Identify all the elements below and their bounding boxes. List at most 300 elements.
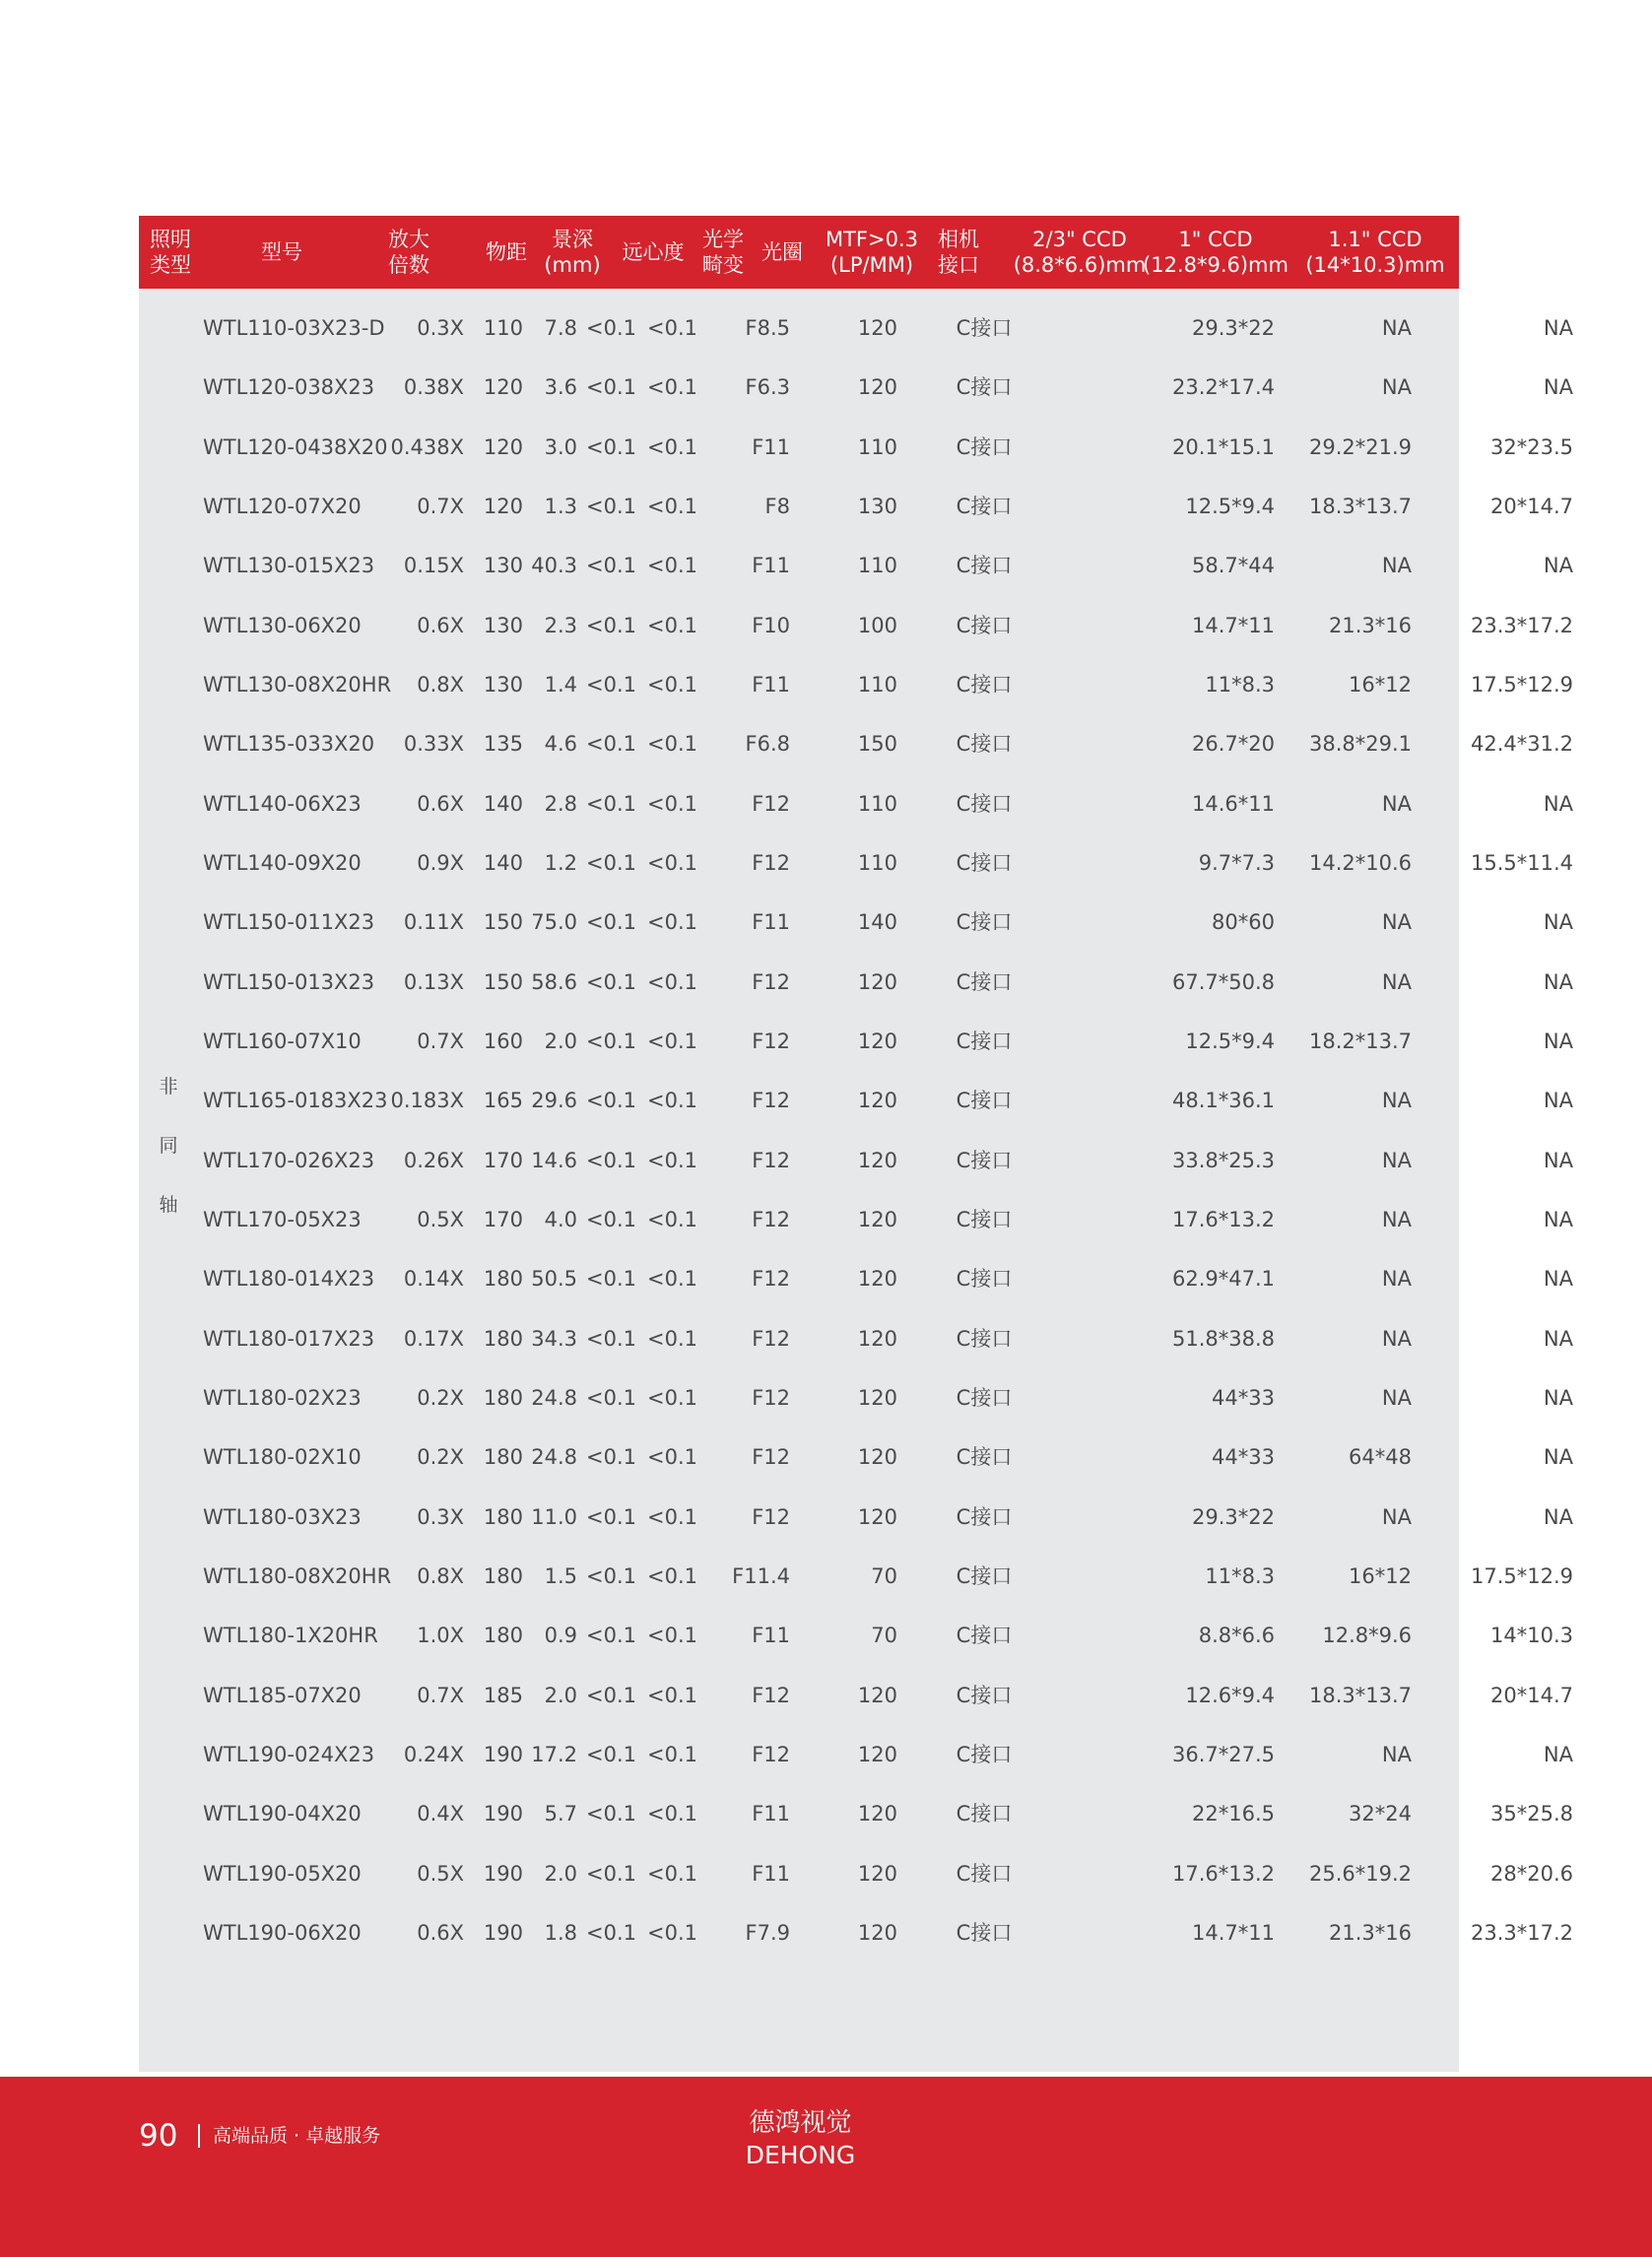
- cell-ccd-2-3: 44*33: [1212, 1385, 1275, 1410]
- header-label: 光圈: [761, 240, 803, 264]
- cell-camera-mount: C接口: [956, 1802, 1013, 1826]
- table-row: [139, 1190, 1573, 1249]
- cell-camera-mount: C接口: [956, 1624, 1013, 1648]
- cell-ccd-2-3: 11*8.3: [1205, 1563, 1275, 1588]
- cell-ccd-2-3: 26.7*20: [1192, 732, 1275, 757]
- header-label: 1.1" CCD: [1328, 228, 1422, 251]
- cell-mtf: 120: [857, 1326, 897, 1351]
- spec-table: [139, 216, 1573, 2072]
- cell-camera-mount: C接口: [956, 1326, 1013, 1351]
- cell-distortion: <0.1: [647, 851, 697, 875]
- lighting-type-char: 非: [159, 1076, 178, 1097]
- cell-mtf: 120: [857, 1445, 897, 1470]
- cell-mtf: 130: [857, 495, 897, 518]
- header-label: 类型: [150, 253, 191, 277]
- cell-telecentricity: <0.1: [586, 1148, 636, 1172]
- header-label: 型号: [261, 240, 302, 264]
- header-cell: [695, 216, 751, 289]
- cell-working-distance: 135: [483, 732, 523, 757]
- cell-telecentricity: <0.1: [586, 1207, 636, 1231]
- cell-camera-mount: C接口: [956, 791, 1013, 816]
- cell-ccd-1: NA: [1381, 1148, 1412, 1172]
- cell-distortion: <0.1: [647, 434, 697, 459]
- cell-ccd-1: 14.2*10.6: [1308, 851, 1412, 875]
- cell-depth-of-field: 24.8: [531, 1385, 577, 1410]
- table-row: [139, 536, 1573, 595]
- cell-telecentricity: <0.1: [586, 1089, 636, 1113]
- cell-aperture: F11: [752, 1624, 790, 1648]
- cell-camera-mount: C接口: [956, 375, 1013, 400]
- cell-ccd-1: NA: [1381, 1267, 1412, 1292]
- header-cell: [477, 216, 536, 289]
- cell-magnification: 0.7X: [417, 1029, 464, 1053]
- cell-depth-of-field: 34.3: [531, 1326, 577, 1351]
- cell-ccd-1-1: NA: [1543, 1742, 1573, 1766]
- header-cell: [612, 216, 694, 289]
- cell-model: WTL190-024X23: [203, 1742, 375, 1766]
- cell-camera-mount: C接口: [956, 1563, 1013, 1588]
- lighting-type-char: 轴: [159, 1194, 178, 1216]
- cell-mtf: 110: [857, 851, 897, 875]
- cell-magnification: 0.2X: [417, 1385, 464, 1410]
- cell-distortion: <0.1: [647, 1920, 697, 1945]
- table-row: [139, 1844, 1573, 1903]
- cell-aperture: F12: [752, 1089, 790, 1113]
- cell-telecentricity: <0.1: [586, 1742, 636, 1766]
- cell-magnification: 0.7X: [417, 495, 464, 518]
- cell-ccd-1-1: NA: [1543, 375, 1573, 400]
- cell-distortion: <0.1: [647, 495, 697, 518]
- page-number: 90: [139, 2118, 178, 2154]
- cell-camera-mount: C接口: [956, 554, 1013, 578]
- table-row: [139, 358, 1573, 417]
- cell-ccd-1: 12.8*9.6: [1322, 1624, 1412, 1648]
- cell-mtf: 120: [857, 1504, 897, 1529]
- table-body: [139, 289, 1573, 2072]
- cell-aperture: F12: [752, 1445, 790, 1470]
- cell-aperture: F12: [752, 969, 790, 994]
- cell-telecentricity: <0.1: [586, 969, 636, 994]
- cell-mtf: 120: [857, 1683, 897, 1707]
- cell-mtf: 120: [857, 1148, 897, 1172]
- cell-ccd-1-1: NA: [1543, 1207, 1573, 1231]
- header-label: (LP/MM): [829, 253, 914, 277]
- cell-working-distance: 185: [483, 1683, 523, 1707]
- cell-ccd-2-3: 36.7*27.5: [1171, 1742, 1275, 1766]
- header-label: 景深: [552, 228, 593, 251]
- cell-aperture: F11: [752, 673, 790, 697]
- table-row: [139, 1725, 1573, 1784]
- cell-ccd-2-3: 17.6*13.2: [1171, 1207, 1275, 1231]
- cell-depth-of-field: 75.0: [531, 910, 577, 935]
- table-row: [139, 1249, 1573, 1308]
- cell-ccd-2-3: 33.8*25.3: [1171, 1148, 1275, 1172]
- cell-telecentricity: <0.1: [586, 1683, 636, 1707]
- cell-working-distance: 180: [483, 1267, 523, 1292]
- cell-ccd-1-1: NA: [1543, 791, 1573, 816]
- header-label: 倍数: [388, 253, 430, 277]
- cell-ccd-1-1: 42.4*31.2: [1470, 732, 1573, 757]
- cell-aperture: F12: [752, 1385, 790, 1410]
- cell-working-distance: 140: [483, 791, 523, 816]
- cell-mtf: 150: [857, 732, 897, 757]
- cell-magnification: 0.17X: [403, 1326, 464, 1351]
- cell-aperture: F12: [752, 1742, 790, 1766]
- cell-ccd-2-3: 14.7*11: [1192, 613, 1275, 637]
- cell-aperture: F11: [752, 910, 790, 935]
- cell-mtf: 120: [857, 1267, 897, 1292]
- cell-ccd-1-1: 20*14.7: [1490, 495, 1573, 518]
- cell-model: WTL180-02X23: [203, 1385, 362, 1410]
- cell-ccd-1: 64*48: [1349, 1445, 1412, 1470]
- cell-working-distance: 150: [483, 910, 523, 935]
- header-cell: [1144, 216, 1288, 289]
- cell-aperture: F10: [752, 613, 790, 637]
- cell-magnification: 0.15X: [403, 554, 464, 578]
- cell-magnification: 1.0X: [417, 1624, 464, 1648]
- cell-model: WTL140-06X23: [203, 791, 362, 816]
- cell-camera-mount: C接口: [956, 434, 1013, 459]
- cell-camera-mount: C接口: [956, 1207, 1013, 1231]
- header-label: (12.8*9.6)mm: [1143, 253, 1289, 277]
- cell-camera-mount: C接口: [956, 1385, 1013, 1410]
- cell-model: WTL170-05X23: [203, 1207, 362, 1231]
- table-header: [139, 216, 1459, 289]
- cell-ccd-1: 38.8*29.1: [1308, 732, 1412, 757]
- table-row: [139, 1427, 1573, 1487]
- cell-camera-mount: C接口: [956, 316, 1013, 340]
- header-label: (mm): [544, 253, 601, 277]
- cell-distortion: <0.1: [647, 613, 697, 637]
- cell-magnification: 0.7X: [417, 1683, 464, 1707]
- table-row: [139, 774, 1573, 833]
- cell-model: WTL150-011X23: [203, 910, 375, 935]
- cell-working-distance: 110: [483, 316, 523, 340]
- cell-aperture: F8: [764, 495, 790, 518]
- cell-ccd-1: NA: [1381, 1089, 1412, 1113]
- cell-ccd-1: 18.3*13.7: [1308, 1683, 1412, 1707]
- cell-model: WTL190-04X20: [203, 1802, 362, 1826]
- cell-ccd-1: 32*24: [1349, 1802, 1412, 1826]
- cell-model: WTL180-03X23: [203, 1504, 362, 1529]
- cell-depth-of-field: 24.8: [531, 1445, 577, 1470]
- header-cell: [1001, 216, 1158, 289]
- cell-ccd-1: NA: [1381, 1742, 1412, 1766]
- header-label: 远心度: [622, 240, 685, 264]
- cell-model: WTL130-015X23: [203, 554, 375, 578]
- cell-ccd-2-3: 14.6*11: [1192, 791, 1275, 816]
- table-row: [139, 1606, 1573, 1665]
- cell-ccd-2-3: 11*8.3: [1205, 673, 1275, 697]
- cell-camera-mount: C接口: [956, 910, 1013, 935]
- cell-ccd-2-3: 17.6*13.2: [1171, 1861, 1275, 1886]
- cell-camera-mount: C接口: [956, 851, 1013, 875]
- cell-magnification: 0.13X: [403, 969, 464, 994]
- cell-ccd-1-1: NA: [1543, 554, 1573, 578]
- cell-ccd-1: NA: [1381, 375, 1412, 400]
- cell-ccd-1-1: NA: [1543, 1148, 1573, 1172]
- header-label: 2/3" CCD: [1032, 228, 1127, 251]
- cell-working-distance: 170: [483, 1207, 523, 1231]
- cell-working-distance: 180: [483, 1504, 523, 1529]
- cell-aperture: F11.4: [732, 1563, 790, 1588]
- cell-working-distance: 165: [483, 1089, 523, 1113]
- cell-aperture: F7.9: [745, 1920, 790, 1945]
- header-label: (14*10.3)mm: [1305, 253, 1445, 277]
- cell-distortion: <0.1: [647, 1802, 697, 1826]
- cell-magnification: 0.3X: [417, 1504, 464, 1529]
- cell-magnification: 0.38X: [403, 375, 464, 400]
- cell-telecentricity: <0.1: [586, 1267, 636, 1292]
- table-row: [139, 477, 1573, 536]
- cell-telecentricity: <0.1: [586, 1563, 636, 1588]
- cell-ccd-1-1: NA: [1543, 1445, 1573, 1470]
- cell-distortion: <0.1: [647, 969, 697, 994]
- cell-depth-of-field: 4.6: [544, 732, 577, 757]
- header-cell: [819, 216, 925, 289]
- cell-ccd-2-3: 20.1*15.1: [1171, 434, 1275, 459]
- cell-working-distance: 180: [483, 1385, 523, 1410]
- header-cell: [930, 216, 987, 289]
- cell-ccd-2-3: 29.3*22: [1192, 316, 1275, 340]
- cell-ccd-1: 21.3*16: [1329, 1920, 1412, 1945]
- cell-ccd-2-3: 62.9*47.1: [1171, 1267, 1275, 1292]
- cell-distortion: <0.1: [647, 1267, 697, 1292]
- cell-telecentricity: <0.1: [586, 1504, 636, 1529]
- header-label: 照明: [150, 228, 191, 251]
- header-label: 接口: [938, 253, 979, 277]
- cell-distortion: <0.1: [647, 1029, 697, 1053]
- cell-ccd-1-1: 23.3*17.2: [1470, 1920, 1573, 1945]
- cell-distortion: <0.1: [647, 1089, 697, 1113]
- cell-ccd-1-1: 35*25.8: [1490, 1802, 1573, 1826]
- cell-aperture: F6.3: [745, 375, 790, 400]
- cell-distortion: <0.1: [647, 1861, 697, 1886]
- cell-ccd-2-3: 9.7*7.3: [1198, 851, 1275, 875]
- cell-telecentricity: <0.1: [586, 1802, 636, 1826]
- table-row: [139, 1784, 1573, 1843]
- cell-model: WTL180-08X20HR: [203, 1563, 392, 1588]
- table-row: [139, 953, 1573, 1012]
- cell-distortion: <0.1: [647, 1326, 697, 1351]
- cell-camera-mount: C接口: [956, 1089, 1013, 1113]
- cell-aperture: F12: [752, 1504, 790, 1529]
- cell-aperture: F12: [752, 1029, 790, 1053]
- cell-ccd-1: 16*12: [1349, 1563, 1412, 1588]
- cell-ccd-1-1: NA: [1543, 1385, 1573, 1410]
- cell-aperture: F11: [752, 554, 790, 578]
- cell-depth-of-field: 1.5: [544, 1563, 577, 1588]
- cell-ccd-1: NA: [1381, 1326, 1412, 1351]
- cell-telecentricity: <0.1: [586, 732, 636, 757]
- cell-depth-of-field: 3.0: [544, 434, 577, 459]
- cell-magnification: 0.6X: [417, 1920, 464, 1945]
- table-row: [139, 1488, 1573, 1547]
- cell-ccd-2-3: 8.8*6.6: [1198, 1624, 1275, 1648]
- cell-ccd-1: NA: [1381, 554, 1412, 578]
- cell-depth-of-field: 1.4: [544, 673, 577, 697]
- cell-magnification: 0.8X: [417, 673, 464, 697]
- cell-aperture: F12: [752, 1683, 790, 1707]
- cell-telecentricity: <0.1: [586, 1326, 636, 1351]
- cell-aperture: F12: [752, 1148, 790, 1172]
- cell-working-distance: 130: [483, 673, 523, 697]
- cell-ccd-1-1: NA: [1543, 1267, 1573, 1292]
- cell-ccd-1: 29.2*21.9: [1308, 434, 1412, 459]
- cell-distortion: <0.1: [647, 375, 697, 400]
- cell-distortion: <0.1: [647, 1742, 697, 1766]
- cell-mtf: 140: [857, 910, 897, 935]
- cell-ccd-1: NA: [1381, 1207, 1412, 1231]
- cell-magnification: 0.14X: [403, 1267, 464, 1292]
- cell-camera-mount: C接口: [956, 1148, 1013, 1172]
- table-row: [139, 1666, 1573, 1725]
- cell-camera-mount: C接口: [956, 1445, 1013, 1470]
- cell-ccd-1: NA: [1381, 910, 1412, 935]
- cell-ccd-1-1: 23.3*17.2: [1470, 613, 1573, 637]
- lighting-type-char: 同: [159, 1135, 178, 1157]
- cell-telecentricity: <0.1: [586, 791, 636, 816]
- cell-depth-of-field: 7.8: [544, 316, 577, 340]
- cell-ccd-1: NA: [1381, 1504, 1412, 1529]
- cell-aperture: F11: [752, 434, 790, 459]
- cell-magnification: 0.4X: [417, 1802, 464, 1826]
- cell-depth-of-field: 14.6: [531, 1148, 577, 1172]
- header-label: 物距: [486, 240, 527, 264]
- cell-magnification: 0.6X: [417, 613, 464, 637]
- cell-model: WTL180-014X23: [203, 1267, 375, 1292]
- cell-depth-of-field: 1.2: [544, 851, 577, 875]
- table-row: [139, 1368, 1573, 1427]
- cell-working-distance: 190: [483, 1920, 523, 1945]
- cell-distortion: <0.1: [647, 1207, 697, 1231]
- cell-mtf: 120: [857, 1802, 897, 1826]
- cell-telecentricity: <0.1: [586, 434, 636, 459]
- cell-depth-of-field: 2.8: [544, 791, 577, 816]
- cell-ccd-1-1: NA: [1543, 1504, 1573, 1529]
- cell-distortion: <0.1: [647, 1148, 697, 1172]
- cell-distortion: <0.1: [647, 1563, 697, 1588]
- cell-camera-mount: C接口: [956, 1683, 1013, 1707]
- cell-ccd-1: NA: [1381, 1385, 1412, 1410]
- cell-depth-of-field: 1.8: [544, 1920, 577, 1945]
- cell-ccd-2-3: 14.7*11: [1192, 1920, 1275, 1945]
- footer-slogan: 高端品质 · 卓越服务: [213, 2125, 381, 2147]
- cell-working-distance: 150: [483, 969, 523, 994]
- cell-distortion: <0.1: [647, 1624, 697, 1648]
- cell-mtf: 110: [857, 673, 897, 697]
- cell-ccd-2-3: 22*16.5: [1192, 1802, 1275, 1826]
- cell-depth-of-field: 2.3: [544, 613, 577, 637]
- cell-ccd-1-1: NA: [1543, 969, 1573, 994]
- cell-magnification: 0.9X: [417, 851, 464, 875]
- cell-ccd-2-3: 51.8*38.8: [1171, 1326, 1275, 1351]
- cell-model: WTL130-08X20HR: [203, 673, 392, 697]
- cell-telecentricity: <0.1: [586, 613, 636, 637]
- table-row: [139, 1131, 1573, 1190]
- cell-magnification: 0.5X: [417, 1207, 464, 1231]
- cell-model: WTL185-07X20: [203, 1683, 362, 1707]
- cell-aperture: F12: [752, 791, 790, 816]
- cell-working-distance: 170: [483, 1148, 523, 1172]
- cell-ccd-2-3: 48.1*36.1: [1171, 1089, 1275, 1113]
- cell-camera-mount: C接口: [956, 1504, 1013, 1529]
- cell-ccd-1: NA: [1381, 969, 1412, 994]
- cell-telecentricity: <0.1: [586, 1445, 636, 1470]
- cell-depth-of-field: 4.0: [544, 1207, 577, 1231]
- cell-depth-of-field: 50.5: [531, 1267, 577, 1292]
- brand-name-cn: 德鸿视觉: [749, 2108, 852, 2138]
- cell-depth-of-field: 58.6: [531, 969, 577, 994]
- cell-mtf: 110: [857, 554, 897, 578]
- cell-magnification: 0.438X: [390, 434, 464, 459]
- cell-camera-mount: C接口: [956, 613, 1013, 637]
- cell-magnification: 0.26X: [403, 1148, 464, 1172]
- cell-magnification: 0.24X: [403, 1742, 464, 1766]
- cell-ccd-1-1: 14*10.3: [1490, 1624, 1573, 1648]
- cell-mtf: 120: [857, 1385, 897, 1410]
- header-label: 放大: [388, 228, 430, 251]
- cell-ccd-2-3: 12.5*9.4: [1185, 1029, 1275, 1053]
- cell-camera-mount: C接口: [956, 1742, 1013, 1766]
- cell-model: WTL170-026X23: [203, 1148, 375, 1172]
- cell-magnification: 0.5X: [417, 1861, 464, 1886]
- cell-aperture: F12: [752, 1267, 790, 1292]
- cell-ccd-1: 18.3*13.7: [1308, 495, 1412, 518]
- cell-aperture: F11: [752, 1802, 790, 1826]
- cell-ccd-1-1: 20*14.7: [1490, 1683, 1573, 1707]
- cell-mtf: 120: [857, 375, 897, 400]
- cell-telecentricity: <0.1: [586, 1624, 636, 1648]
- table-row: [139, 1547, 1573, 1606]
- cell-depth-of-field: 2.0: [544, 1683, 577, 1707]
- cell-ccd-2-3: 80*60: [1212, 910, 1275, 935]
- cell-mtf: 100: [857, 613, 897, 637]
- table-row: [139, 833, 1573, 893]
- cell-ccd-1-1: 32*23.5: [1490, 434, 1573, 459]
- header-cell: [381, 216, 436, 289]
- cell-mtf: 110: [857, 791, 897, 816]
- cell-working-distance: 130: [483, 554, 523, 578]
- cell-ccd-1-1: NA: [1543, 1029, 1573, 1053]
- cell-depth-of-field: 3.6: [544, 375, 577, 400]
- cell-mtf: 120: [857, 316, 897, 340]
- header-label: MTF>0.3: [825, 228, 919, 251]
- cell-aperture: F12: [752, 851, 790, 875]
- cell-mtf: 120: [857, 1861, 897, 1886]
- table-row: [139, 418, 1573, 477]
- table-row: [139, 1071, 1573, 1130]
- cell-depth-of-field: 0.9: [544, 1624, 577, 1648]
- cell-telecentricity: <0.1: [586, 375, 636, 400]
- cell-telecentricity: <0.1: [586, 1029, 636, 1053]
- header-cell: [540, 216, 605, 289]
- cell-camera-mount: C接口: [956, 1029, 1013, 1053]
- cell-telecentricity: <0.1: [586, 910, 636, 935]
- cell-ccd-2-3: 44*33: [1212, 1445, 1275, 1470]
- cell-working-distance: 180: [483, 1326, 523, 1351]
- header-cell: [139, 216, 202, 289]
- cell-ccd-1-1: NA: [1543, 1326, 1573, 1351]
- cell-distortion: <0.1: [647, 732, 697, 757]
- cell-mtf: 120: [857, 1089, 897, 1113]
- cell-depth-of-field: 1.3: [544, 495, 577, 518]
- header-label: 光学: [702, 228, 744, 251]
- cell-ccd-1-1: 17.5*12.9: [1470, 673, 1573, 697]
- cell-telecentricity: <0.1: [586, 1861, 636, 1886]
- cell-depth-of-field: 29.6: [531, 1089, 577, 1113]
- cell-magnification: 0.33X: [403, 732, 464, 757]
